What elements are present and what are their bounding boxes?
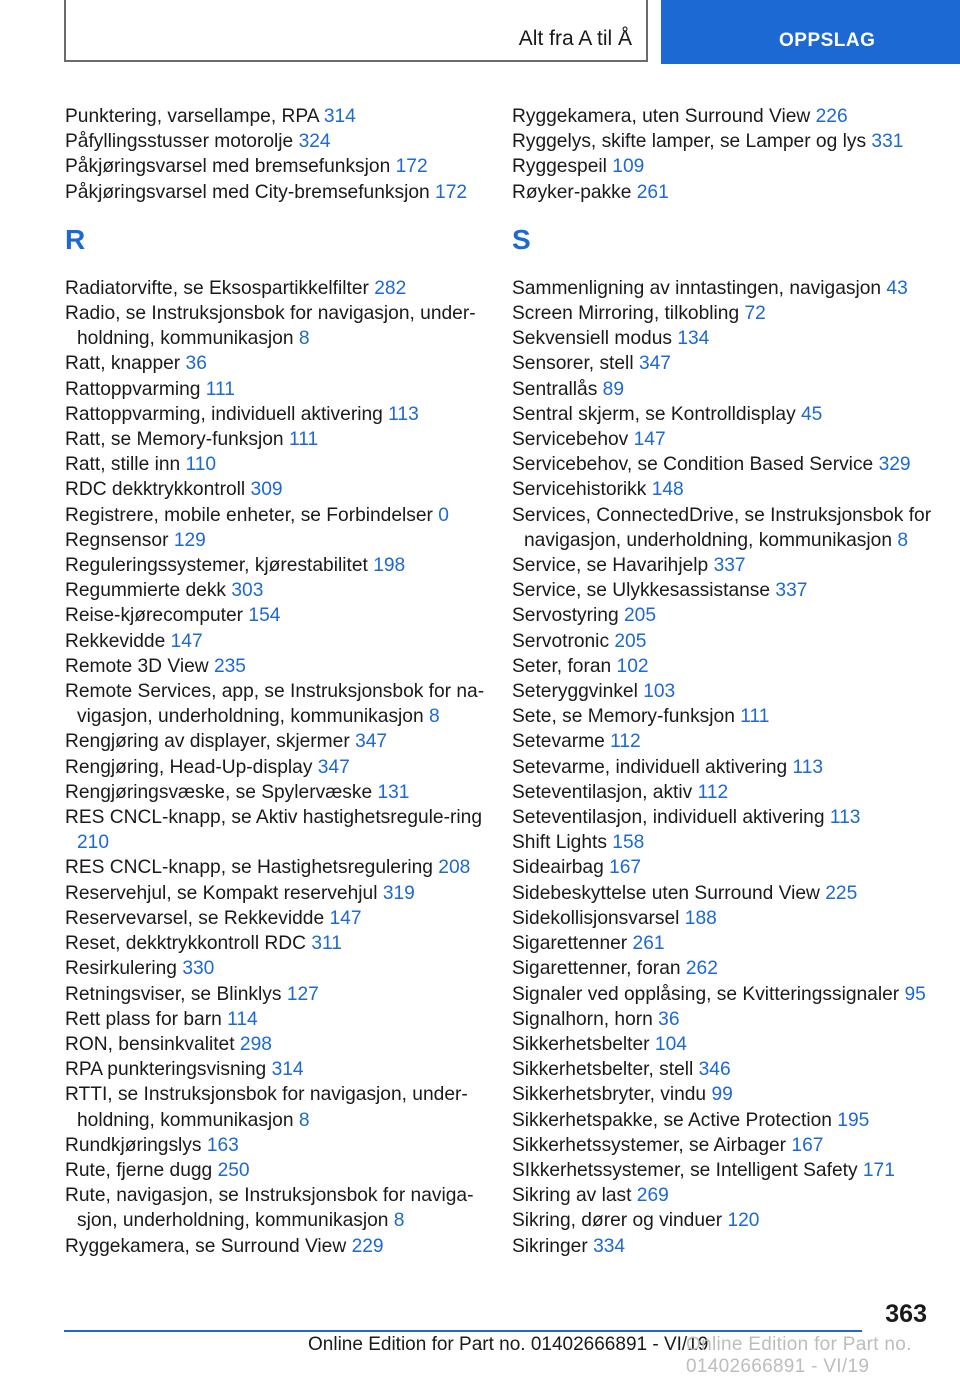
- index-entry-page-link[interactable]: 154: [248, 605, 281, 627]
- index-entry-page-link[interactable]: 147: [633, 429, 666, 451]
- index-entry-page-link[interactable]: 114: [227, 1008, 258, 1030]
- index-entry: [65, 503, 485, 528]
- index-entry: [65, 654, 485, 679]
- index-entry: [65, 104, 485, 129]
- index-entry-text: Sikkerhetspakke, se Active Protection: [512, 1109, 832, 1131]
- index-entry: [65, 553, 485, 578]
- index-entry-text: Ratt, se Memory-funksjon: [65, 429, 284, 451]
- index-entry-text: Setevarme: [512, 731, 605, 753]
- index-entry: [512, 906, 942, 931]
- index-entry: [512, 1032, 942, 1057]
- index-entry: [65, 301, 485, 351]
- index-entry-page-link[interactable]: 102: [616, 655, 649, 677]
- index-entry-text: Servotronic: [512, 630, 610, 652]
- index-entry: [512, 377, 942, 402]
- index-entry-text: Påfyllingsstusser motorolje: [65, 131, 294, 153]
- index-entry-text: Sensorer, stell: [512, 353, 634, 375]
- index-entry: [65, 452, 485, 477]
- index-entry: [65, 1007, 485, 1032]
- index-entry: [512, 503, 942, 553]
- index-entry-page-link[interactable]: 324: [298, 131, 331, 153]
- index-entry-text: RES CNCL-knapp, se Aktiv hastighetsregule-ring: [65, 807, 482, 829]
- index-entry-page-link[interactable]: 226: [815, 106, 848, 127]
- index-entry-page-link[interactable]: 8: [298, 328, 310, 350]
- section-tab[interactable]: [64, 0, 648, 62]
- index-entry: [512, 402, 942, 427]
- index-entry: [512, 1158, 942, 1183]
- index-entry-page-link[interactable]: 113: [388, 403, 419, 425]
- index-entry: [512, 1108, 942, 1133]
- index-entry: [65, 982, 485, 1007]
- index-entry-page-link[interactable]: 261: [632, 933, 665, 955]
- index-entry-page-link[interactable]: 89: [602, 378, 625, 400]
- index-entry-text: RES CNCL-knapp, se Hastighetsregulering: [65, 857, 433, 879]
- index-entry-page-link[interactable]: 309: [250, 479, 283, 501]
- index-entry-page-link[interactable]: 45: [801, 403, 823, 425]
- index-entry-text: Sikkerhetssystemer, se Airbager: [512, 1134, 787, 1156]
- index-entry: [512, 855, 942, 880]
- index-entry-page-link[interactable]: 111: [288, 429, 319, 451]
- index-entry: [65, 154, 485, 179]
- index-entry-text: Services, ConnectedDrive, se Instruksjonsbok for navigasjon, underholdning, kommunikasjon: [512, 504, 932, 551]
- index-entry-page-link[interactable]: 112: [697, 781, 729, 803]
- index-entry-page-link[interactable]: 148: [651, 479, 684, 501]
- index-entry: [65, 855, 485, 880]
- index-entry: [512, 301, 942, 326]
- index-entry-page-link[interactable]: 210: [77, 832, 110, 854]
- index-entry: [512, 654, 942, 679]
- index-entry-page-link[interactable]: 158: [612, 832, 645, 854]
- index-entry-page-link[interactable]: 163: [206, 1134, 239, 1156]
- index-entry-page-link[interactable]: 330: [182, 958, 215, 980]
- index-entry-page-link[interactable]: 172: [435, 181, 468, 203]
- index-entry-text: Ratt, knapper: [65, 353, 181, 375]
- footer-edition-text: Online Edition for Part no. 01402666891 - VI/19: [308, 1334, 709, 1355]
- index-entry: [65, 629, 485, 654]
- index-entry-page-link[interactable]: 43: [886, 277, 908, 299]
- index-entry-page-link[interactable]: 110: [185, 454, 217, 476]
- index-entry-text: Ryggespeil: [512, 156, 607, 178]
- index-entry: [512, 956, 942, 981]
- index-entry-page-link[interactable]: 131: [377, 781, 410, 803]
- index-entry-text: Reise-kjørecomputer: [65, 605, 244, 627]
- index-entry-text: Sikkerhetsbryter, vindu: [512, 1084, 707, 1106]
- index-entry: [512, 477, 942, 502]
- index-column-left: [65, 104, 485, 1259]
- index-entry-page-link[interactable]: 319: [382, 882, 415, 904]
- index-entry: [65, 906, 485, 931]
- index-entry-text: Rute, navigasjon, se Instruksjonsbok for naviga-sjon, underholdning, kommunikasjon: [65, 1185, 474, 1232]
- index-entry: [512, 755, 942, 780]
- index-entry-page-link[interactable]: 314: [271, 1059, 304, 1081]
- index-entry-text: Rett plass for barn: [65, 1008, 222, 1030]
- index-entry: [512, 326, 942, 351]
- index-entry-page-link[interactable]: 334: [593, 1235, 626, 1257]
- index-entry: [65, 679, 485, 729]
- index-entry-text: Sete, se Memory-funksjon: [512, 706, 735, 728]
- index-entry-page-link[interactable]: 346: [698, 1059, 731, 1081]
- index-entry-page-link[interactable]: 147: [170, 630, 203, 652]
- index-entry-text: Seter, foran: [512, 655, 612, 677]
- index-entry-page-link[interactable]: 0: [438, 504, 449, 526]
- index-entry: [512, 982, 942, 1007]
- index-entry-text: RTTI, se Instruksjonsbok for navigasjon, under-holdning, kommunikasjon: [65, 1084, 468, 1131]
- index-entry: [512, 780, 942, 805]
- index-entry-page-link[interactable]: 311: [311, 933, 342, 955]
- index-entry-text: Rattoppvarming, individuell aktivering: [65, 403, 383, 425]
- index-entry-page-link[interactable]: 282: [374, 277, 407, 299]
- index-entry-page-link[interactable]: 111: [205, 378, 235, 400]
- index-entry-page-link[interactable]: 167: [609, 857, 642, 879]
- index-entry-page-link[interactable]: 99: [711, 1084, 733, 1106]
- index-entry: [65, 129, 485, 154]
- index-entry-text: Servostyring: [512, 605, 619, 627]
- index-entry-text: Sikkerhetsbelter: [512, 1033, 650, 1055]
- index-entry: [512, 578, 942, 603]
- index-entry-page-link[interactable]: 205: [623, 605, 656, 627]
- index-entry-text: Shift Lights: [512, 832, 607, 854]
- index-entry: [65, 578, 485, 603]
- index-entry-page-link[interactable]: 229: [351, 1235, 384, 1257]
- index-entry: [65, 377, 485, 402]
- index-entry-page-link[interactable]: 303: [231, 580, 264, 602]
- index-entry: [65, 780, 485, 805]
- index-column-right: [512, 104, 942, 1259]
- index-entry-text: Resirkulering: [65, 958, 177, 980]
- index-entry-text: Punktering, varsellampe, RPA: [65, 106, 319, 127]
- index-entry: [65, 1032, 485, 1057]
- index-entry: [512, 104, 942, 129]
- index-entry-text: Sidebeskyttelse uten Surround View: [512, 882, 820, 904]
- index-entry-text: RON, bensinkvalitet: [65, 1033, 235, 1055]
- index-letter-heading: R: [65, 223, 86, 255]
- index-entry: [65, 603, 485, 628]
- index-entry: [512, 1208, 942, 1233]
- watermark: Online Edition for Part no. 01402666891 - VI/19: [686, 1334, 912, 1377]
- index-entry: [65, 528, 485, 553]
- index-letter-heading: S: [512, 223, 531, 255]
- index-entry-page-link[interactable]: 347: [355, 731, 388, 753]
- index-entry-page-link[interactable]: 262: [685, 958, 718, 980]
- index-entry-text: Rundkjøringslys: [65, 1134, 202, 1156]
- index-entry: [512, 931, 942, 956]
- index-entry: [65, 1183, 485, 1233]
- index-entry: [65, 1234, 485, 1259]
- index-entry: [512, 830, 942, 855]
- index-entry-page-link[interactable]: 109: [612, 156, 645, 178]
- index-entry: [65, 755, 485, 780]
- index-entry-page-link[interactable]: 134: [677, 328, 710, 350]
- index-entry-text: Rengjøringsvæske, se Spylervæske: [65, 781, 373, 803]
- index-entry: [65, 351, 485, 376]
- index-entry-page-link[interactable]: 8: [298, 1109, 310, 1131]
- index-entry-text: Ratt, stille inn: [65, 454, 181, 476]
- index-entry-text: Røyker-pakke: [512, 181, 632, 203]
- index-entry-text: Sigarettenner: [512, 933, 628, 955]
- index-entry-text: Reset, dekktrykkontroll RDC: [65, 933, 306, 955]
- index-entry-page-link[interactable]: 8: [429, 706, 440, 728]
- index-entry-text: Seteventilasjon, aktiv: [512, 781, 693, 803]
- index-entry-text: Servicebehov, se Condition Based Service: [512, 454, 874, 476]
- index-entry: [512, 629, 942, 654]
- index-entry: [65, 1133, 485, 1158]
- index-entry-text: Reservehjul, se Kompakt reservehjul: [65, 882, 378, 904]
- index-entry-text: Service, se Ulykkesassistanse: [512, 580, 771, 602]
- index-entry: [512, 1234, 942, 1259]
- index-entry-text: RDC dekktrykkontroll: [65, 479, 246, 501]
- index-entry: [512, 129, 942, 154]
- index-entry-page-link[interactable]: 112: [610, 731, 641, 753]
- index-entry-text: Sikring av last: [512, 1185, 632, 1207]
- index-entry-page-link[interactable]: 113: [829, 807, 861, 829]
- index-entry-text: Seteventilasjon, individuell aktivering: [512, 807, 825, 829]
- index-entry-text: Sentral skjerm, se Kontrolldisplay: [512, 403, 796, 425]
- index-entry: [512, 427, 942, 452]
- lookup-tab[interactable]: [661, 0, 960, 64]
- index-entry-page-link[interactable]: 36: [658, 1008, 680, 1030]
- index-entry: [512, 276, 942, 301]
- index-entry: [512, 180, 942, 205]
- index-entry-page-link[interactable]: 111: [740, 706, 770, 728]
- index-entry: [512, 805, 942, 830]
- index-entry-page-link[interactable]: 314: [323, 106, 356, 127]
- index-entry: [512, 881, 942, 906]
- index-entry-text: Sikring, dører og vinduer: [512, 1210, 723, 1232]
- index-entry-text: Radio, se Instruksjonsbok for navigasjon, under-holdning, kommunikasjon: [65, 303, 476, 350]
- index-entry-text: RPA punkteringsvisning: [65, 1059, 267, 1081]
- index-entry-page-link[interactable]: 269: [636, 1185, 669, 1207]
- index-entry-page-link[interactable]: 208: [438, 857, 471, 879]
- index-entry: [512, 351, 942, 376]
- index-entry-page-link[interactable]: 8: [897, 529, 909, 551]
- index-entry-page-link[interactable]: 129: [173, 529, 206, 551]
- index-entry: [65, 881, 485, 906]
- index-entry: [65, 1158, 485, 1183]
- section-tab-label: Alt fra A til Å: [518, 27, 632, 50]
- footer-divider: [64, 1330, 862, 1332]
- index-entry-text: Ryggekamera, uten Surround View: [512, 106, 811, 127]
- index-entry: [65, 1057, 485, 1082]
- index-entry-text: Sidekollisjonsvarsel: [512, 907, 680, 929]
- index-entry-text: Sikkerhetsbelter, stell: [512, 1059, 694, 1081]
- index-entry-text: Rekkevidde: [65, 630, 166, 652]
- index-entry-page-link[interactable]: 171: [862, 1159, 895, 1181]
- index-entry-page-link[interactable]: 337: [775, 580, 808, 602]
- index-entry-text: Rute, fjerne dugg: [65, 1159, 213, 1181]
- index-entry-page-link[interactable]: 95: [904, 983, 926, 1005]
- index-entry-page-link[interactable]: 331: [871, 131, 904, 153]
- index-entry-text: Reguleringssystemer, kjørestabilitet: [65, 555, 368, 577]
- index-entry: [65, 729, 485, 754]
- index-entry-text: Rengjøring, Head-Up-display: [65, 756, 313, 778]
- index-entry: [65, 931, 485, 956]
- index-entry: [512, 1082, 942, 1107]
- index-entry: [65, 477, 485, 502]
- index-entry-text: Påkjøringsvarsel med bremsefunksjon: [65, 156, 391, 178]
- index-entry-page-link[interactable]: 120: [727, 1210, 760, 1232]
- index-entry: [512, 452, 942, 477]
- index-entry-page-link[interactable]: 127: [286, 983, 319, 1005]
- index-entry-page-link[interactable]: 298: [239, 1033, 272, 1055]
- index-entry: [65, 402, 485, 427]
- index-entry-text: Sikringer: [512, 1235, 588, 1257]
- index-entry-page-link[interactable]: 195: [837, 1109, 870, 1131]
- index-entry: [512, 729, 942, 754]
- index-entry-text: Screen Mirroring, tilkobling: [512, 303, 740, 325]
- index-entry-page-link[interactable]: 104: [654, 1033, 687, 1055]
- index-entry-page-link[interactable]: 198: [373, 555, 406, 577]
- index-entry-text: Setevarme, individuell aktivering: [512, 756, 788, 778]
- index-entry: [512, 1183, 942, 1208]
- header: [0, 0, 960, 64]
- index-entry-text: Registrere, mobile enheter, se Forbindelser: [65, 504, 439, 526]
- lookup-tab-label: OPPSLAG: [779, 30, 876, 51]
- index-entry-page-link[interactable]: 147: [329, 907, 362, 929]
- index-entry-page-link[interactable]: 261: [636, 181, 669, 203]
- index-entry-text: Ryggelys, skifte lamper, se Lamper og lys: [512, 131, 867, 153]
- index-entry-text: Rengjøring av displayer, skjermer: [65, 731, 350, 753]
- index-entry-text: Servicehistorikk: [512, 479, 647, 501]
- index-entry-page-link[interactable]: 36: [185, 353, 207, 375]
- index-entry: [65, 180, 485, 205]
- index-entry-page-link[interactable]: 72: [744, 303, 766, 325]
- index-entry: [512, 603, 942, 628]
- index-entry-text: Rattoppvarming: [65, 378, 201, 400]
- index-entry-page-link[interactable]: 113: [792, 756, 824, 778]
- index-entry-page-link[interactable]: 103: [643, 681, 676, 703]
- index-entry-text: Signaler ved opplåsing, se Kvitteringssignaler: [512, 983, 900, 1005]
- index-entry-text: Sigarettenner, foran: [512, 958, 681, 980]
- index-entry-page-link[interactable]: 250: [217, 1159, 250, 1181]
- index-entry: [512, 679, 942, 704]
- index-entry: [512, 704, 942, 729]
- index-entry: [65, 276, 485, 301]
- index-entry-text: Signalhorn, horn: [512, 1008, 653, 1030]
- index-entry-text: Reservevarsel, se Rekkevidde: [65, 907, 325, 929]
- index-entry-text: Service, se Havarihjelp: [512, 555, 709, 577]
- index-entry-page-link[interactable]: 8: [393, 1210, 405, 1232]
- index-entry-page-link[interactable]: 225: [825, 882, 858, 904]
- index-entry-text: Sammenligning av inntastingen, navigasjon: [512, 277, 882, 299]
- index-entry-text: SIkkerhetssystemer, se Intelligent Safety: [512, 1159, 858, 1181]
- index-entry-text: Ryggekamera, se Surround View: [65, 1235, 347, 1257]
- index-entry: [512, 553, 942, 578]
- index-entry: [65, 427, 485, 452]
- index-entry-text: Påkjøringsvarsel med City-bremsefunksjon: [65, 181, 430, 203]
- index-entry-text: Sideairbag: [512, 857, 604, 879]
- index-entry: [512, 1007, 942, 1032]
- index-entry: [512, 154, 942, 179]
- index-entry: [65, 1082, 485, 1132]
- index-entry-text: Regummierte dekk: [65, 580, 227, 602]
- index-entry-text: Retningsviser, se Blinklys: [65, 983, 282, 1005]
- index-entry-text: Radiatorvifte, se Eksospartikkelfilter: [65, 277, 369, 299]
- index-entry-text: Regnsensor: [65, 529, 169, 551]
- index-entry-text: Seteryggvinkel: [512, 681, 638, 703]
- index-entry-text: Sentrallås: [512, 378, 598, 400]
- index-entry-page-link[interactable]: 172: [395, 156, 428, 178]
- index-entry-text: Sekvensiell modus: [512, 328, 672, 350]
- index-entry-page-link[interactable]: 205: [614, 630, 647, 652]
- index-entry-page-link[interactable]: 188: [684, 907, 717, 929]
- index-entry-page-link[interactable]: 167: [791, 1134, 824, 1156]
- index-entry-page-link[interactable]: 347: [638, 353, 671, 375]
- index-entry: [65, 805, 485, 855]
- page-number: 363: [885, 1300, 927, 1328]
- index-entry-text: Remote Services, app, se Instruksjonsbok for na-vigasjon, underholdning, kommunikasjon: [65, 681, 485, 728]
- index-entry-page-link[interactable]: 235: [213, 655, 246, 677]
- index-entry-text: Servicebehov: [512, 429, 629, 451]
- index-entry: [65, 956, 485, 981]
- index-entry-page-link[interactable]: 347: [317, 756, 350, 778]
- index-entry: [512, 1133, 942, 1158]
- index-entry-text: Remote 3D View: [65, 655, 209, 677]
- index-entry-page-link[interactable]: 329: [878, 454, 911, 476]
- index-entry-page-link[interactable]: 337: [713, 555, 746, 577]
- index-entry: [512, 1057, 942, 1082]
